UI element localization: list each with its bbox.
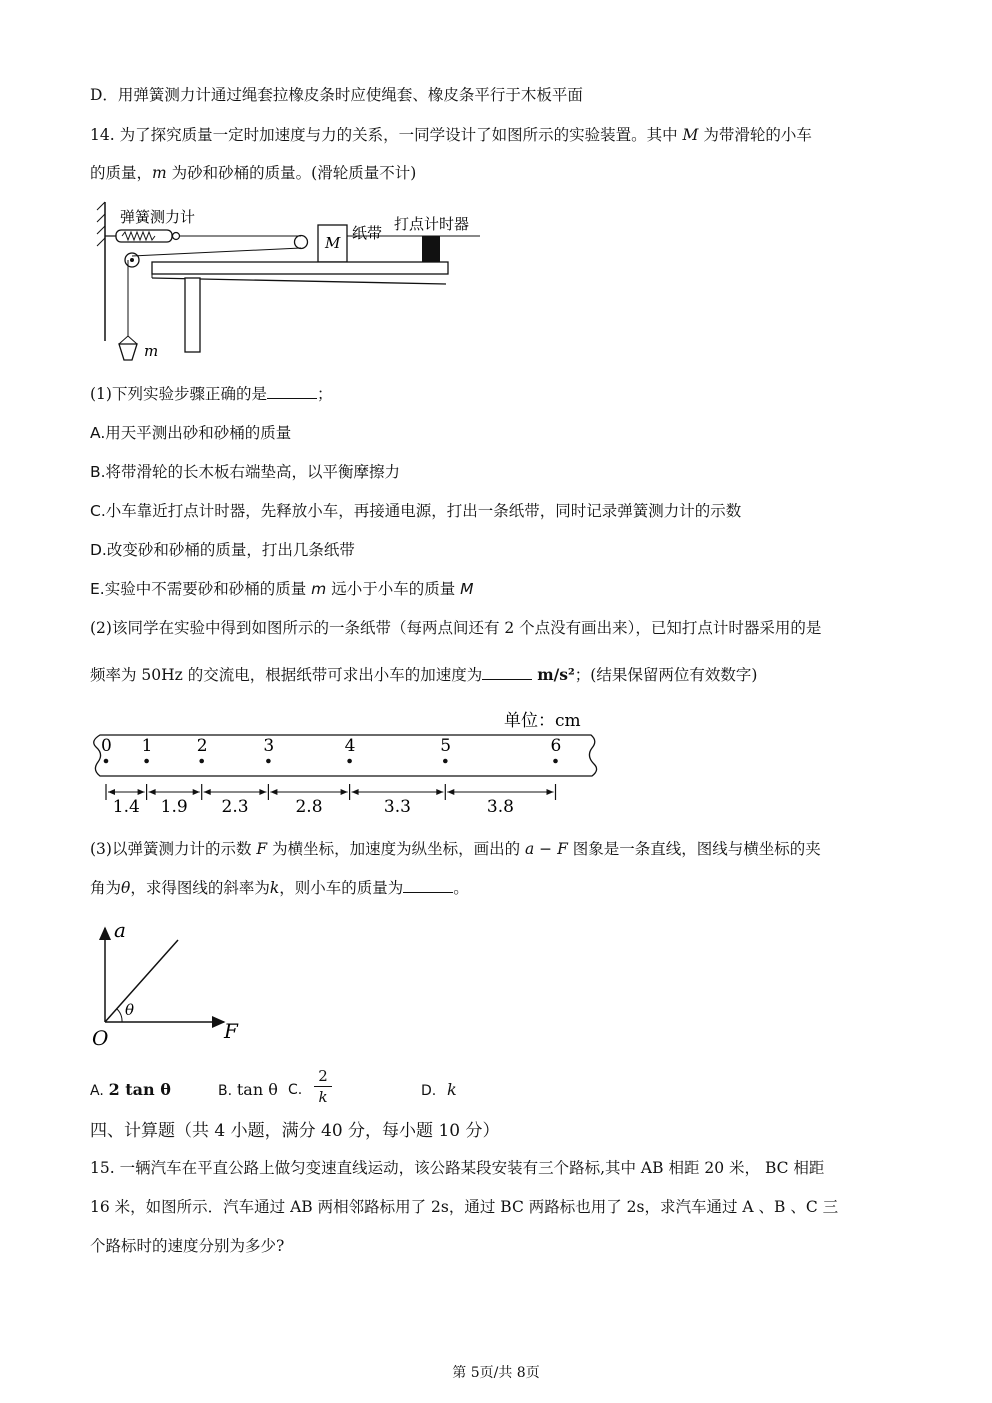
tape-unit-label: 单位：cm <box>504 711 581 731</box>
answer-blank-1[interactable] <box>267 384 317 399</box>
apparatus-figure <box>92 196 482 368</box>
dimension-arrowhead <box>259 789 266 795</box>
dimension-arrowhead <box>447 789 454 795</box>
a-f-graph <box>88 918 258 1054</box>
section-header: 四、计算题（共 4 小题，满分 40 分，每小题 10 分） <box>90 1121 500 1141</box>
mass-label: m <box>144 342 159 360</box>
q14-part3-text: (3)以弹簧测力计的示数 <box>90 840 257 858</box>
answer-blank-2[interactable] <box>482 665 532 680</box>
tape-dot <box>553 759 558 764</box>
q14-part1-text: (1)下列实验步骤正确的是 <box>90 385 267 403</box>
choice-a[interactable] <box>90 1080 171 1099</box>
q14-part1 <box>90 383 332 405</box>
var-M: M <box>460 580 474 598</box>
q14-part3-text-b: 为横坐标，加速度为纵坐标，画出的 <box>267 840 526 858</box>
var-F: F <box>256 840 268 858</box>
q14-option-b: B.将带滑轮的长木板右端垫高，以平衡摩擦力 <box>90 463 401 481</box>
tape-point-label: 0 <box>101 736 112 756</box>
dimension-arrowhead <box>204 789 211 795</box>
cart-label: M <box>325 234 341 252</box>
page-footer: 第 5页/共 8页 <box>452 1365 540 1381</box>
gap-length-label: 3.3 <box>383 797 411 817</box>
q14-part3-line2 <box>90 877 469 899</box>
timer-block <box>422 236 440 262</box>
q14-part2-text: 频率为 50Hz 的交流电，根据纸带可求出小车的加速度为 <box>90 666 483 684</box>
q14-part2-line2 <box>90 664 757 686</box>
q14-intro-text: 14. 为了探究质量一定时加速度与力的关系，一同学设计了如图所示的实验装置。其中 <box>90 126 683 144</box>
var-a-F: a − F <box>525 840 568 858</box>
tape-dot <box>199 759 204 764</box>
q14-option-e-text: E.实验中不需要砂和砂桶的质量 <box>90 580 312 598</box>
tape-point-label: 3 <box>263 736 275 756</box>
choice-b-value: tan θ <box>236 1080 278 1099</box>
answer-blank-3[interactable] <box>403 878 453 893</box>
dimension-arrowhead <box>547 789 554 795</box>
q14-intro-line2 <box>90 162 416 184</box>
q14-part3-text-c: 图象是一条直线，图线与横坐标的夹 <box>567 840 821 858</box>
q14-intro2-text: 的质量， <box>90 164 153 182</box>
dimension-arrowhead <box>108 789 115 795</box>
var-k: k <box>269 879 280 897</box>
q14-part3-line2-text-b: ，求得图线的斜率为 <box>130 879 270 897</box>
dimension-arrowhead <box>138 789 145 795</box>
choice-c[interactable] <box>288 1080 302 1098</box>
spring-scale-label: 弹簧测力计 <box>120 208 196 226</box>
dimension-arrowhead <box>149 789 156 795</box>
tape-label: 纸带 <box>352 224 383 242</box>
tape-point-label: 5 <box>440 736 452 756</box>
angle-label: θ <box>125 1001 135 1019</box>
choice-a-label: A. <box>90 1083 104 1099</box>
gap-length-label: 2.8 <box>295 797 323 817</box>
q14-part3-end: 。 <box>453 879 469 897</box>
choice-a-value: 2 tan θ <box>108 1080 171 1099</box>
fraction-numerator: 2 <box>318 1067 328 1085</box>
q14-part3-line2-text: 角为 <box>90 879 122 897</box>
var-theta: θ <box>121 879 131 897</box>
tape-dot <box>144 759 149 764</box>
gap-length-label: 1.4 <box>112 797 140 817</box>
choice-d-label: D. <box>421 1083 437 1099</box>
paper-tape-figure <box>86 704 606 820</box>
dimension-arrowhead <box>436 789 443 795</box>
q14-option-d: D.改变砂和砂桶的质量，打出几条纸带 <box>90 541 355 559</box>
q15-line3: 个路标时的速度分别为多少? <box>90 1237 285 1255</box>
choice-b[interactable] <box>218 1080 278 1099</box>
q13-option-d: D．用弹簧测力计通过绳套拉橡皮条时应使绳套、橡皮条平行于木板平面 <box>90 86 583 104</box>
q14-intro-line1 <box>90 124 812 146</box>
tape-dot <box>347 759 352 764</box>
tape-point-label: 6 <box>550 736 562 756</box>
q14-part1-end: ； <box>316 385 333 403</box>
tape-point-label: 4 <box>344 736 356 756</box>
q14-intro2-text-b: 为砂和砂桶的质量。(滑轮质量不计) <box>166 164 417 182</box>
q14-part2-end: ；(结果保留两位有效数字) <box>574 666 758 684</box>
dimension-arrowhead <box>352 789 359 795</box>
tape-dot <box>104 759 109 764</box>
origin-label: O <box>92 1026 109 1050</box>
var-M: M <box>682 126 699 144</box>
q14-option-a: A.用天平测出砂和砂桶的质量 <box>90 424 292 442</box>
dimension-arrowhead <box>270 789 277 795</box>
y-axis-label: a <box>114 918 126 942</box>
q14-option-e-text-b: 远小于小车的质量 <box>326 580 461 598</box>
q14-option-c: C.小车靠近打点计时器，先释放小车，再接通电源，打出一条纸带，同时记录弹簧测力计的示数 <box>90 502 742 520</box>
q15-line2: 16 米，如图所示．汽车通过 AB 两相邻路标用了 2s，通过 BC 两路标也用了 2s，求汽车通过 A 、B 、C 三 <box>90 1198 839 1216</box>
choice-d-value: k <box>447 1080 457 1099</box>
board <box>152 262 448 274</box>
q14-part3-line2-text-c: ，则小车的质量为 <box>279 879 404 897</box>
fraction-denominator: k <box>318 1088 328 1106</box>
tape-point-label: 2 <box>196 736 208 756</box>
graph-line <box>105 940 178 1022</box>
tape-dot <box>266 759 271 764</box>
choice-d[interactable] <box>421 1080 457 1099</box>
var-m: m <box>311 580 327 598</box>
gap-length-label: 2.3 <box>221 797 249 817</box>
dimension-arrowhead <box>193 789 200 795</box>
gap-length-label: 1.9 <box>160 797 188 817</box>
accel-unit: m/s² <box>537 665 575 684</box>
dimension-arrowhead <box>341 789 348 795</box>
tape-dot <box>443 759 448 764</box>
tape-point-label: 1 <box>141 736 153 756</box>
gap-length-label: 3.8 <box>486 797 514 817</box>
q14-part3-line1 <box>90 838 821 860</box>
choice-c-fraction <box>314 1067 332 1106</box>
q14-part2-line1: (2)该同学在实验中得到如图所示的一条纸带（每两点间还有 2 个点没有画出来），已知打点计时器采用的是 <box>90 619 822 637</box>
timer-label: 打点计时器 <box>394 215 470 233</box>
sand-bucket <box>119 344 137 360</box>
q15-line1: 15. 一辆汽车在平直公路上做匀变速直线运动，该公路某段安装有三个路标,其中 AB 相距 20 米， BC 相距 <box>90 1159 825 1177</box>
x-axis-label: F <box>224 1019 238 1043</box>
choice-c-label: C. <box>288 1082 303 1098</box>
choice-b-label: B. <box>218 1083 233 1099</box>
var-m: m <box>152 164 167 182</box>
q14-intro-text-b: 为带滑轮的小车 <box>698 126 812 144</box>
q14-option-e <box>90 578 474 600</box>
